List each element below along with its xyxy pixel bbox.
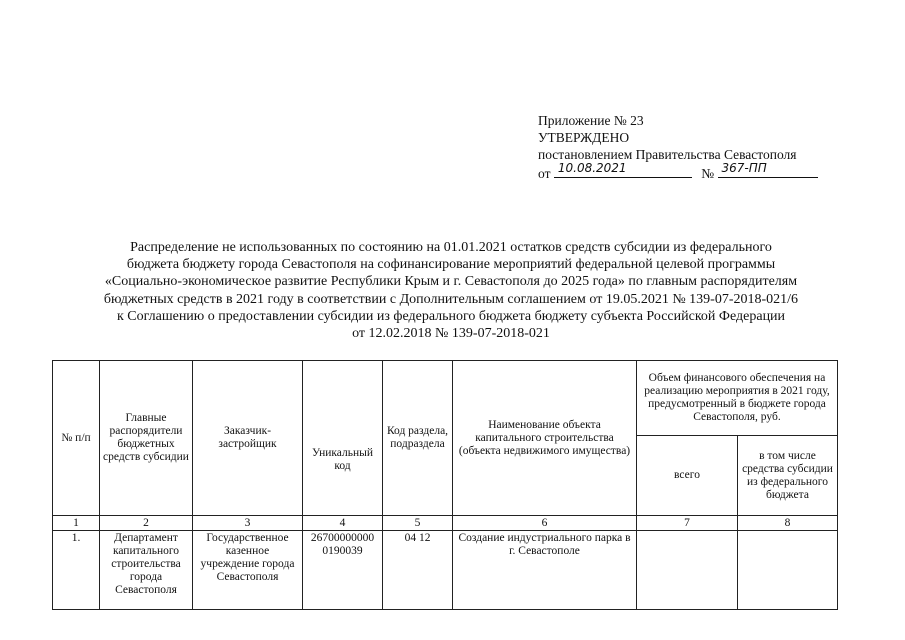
from-label: от	[538, 166, 551, 181]
header-customer: Заказчик-застройщик	[193, 361, 303, 516]
header-unique-code: Уникальный код	[303, 361, 383, 516]
row-manager: Департамент капитального строительства города Севастополя	[100, 531, 193, 610]
header-num: № п/п	[53, 361, 100, 516]
distribution-table	[52, 360, 838, 610]
appendix-label: Приложение № 23	[538, 113, 644, 128]
column-number: 2	[100, 516, 193, 531]
heading-line: к Соглашению о предоставлении субсидии из федерального бюджета бюджету субъекта Российской Федерации	[116, 308, 786, 324]
row-customer: Государственное казенное учреждение города Севастополя	[193, 531, 303, 610]
column-number: 1	[53, 516, 100, 531]
heading-line: бюджетных средств в 2021 году в соответствии с Дополнительным соглашением от 19.05.2021 № 139-07-2018-021/6	[103, 291, 799, 307]
column-numbers-row	[53, 516, 838, 531]
handwritten-date: 10.08.2021	[557, 161, 627, 175]
column-number: 6	[453, 516, 637, 531]
header-object-name: Наименование объекта капитального строительства (объекта недвижимого имущества)	[453, 361, 637, 516]
row-unique-code: 26700000000 0190039	[303, 531, 383, 610]
header-row	[53, 361, 838, 436]
table-row	[53, 531, 838, 610]
approved-label: УТВЕРЖДЕНО	[538, 130, 630, 145]
number-label: №	[701, 166, 715, 181]
resolution-label: постановлением Правительства Севастополя	[538, 147, 797, 162]
column-number: 4	[303, 516, 383, 531]
handwritten-number: 367-ПП	[721, 161, 767, 175]
row-federal-part	[738, 531, 838, 610]
approval-block	[538, 112, 838, 182]
heading-line: бюджета бюджету города Севастополя на софинансирование мероприятий федеральной целевой программы	[126, 257, 776, 273]
column-number: 3	[193, 516, 303, 531]
header-managers: Главные распорядители бюджетных средств субсидии	[100, 361, 193, 516]
date-field	[554, 163, 692, 178]
header-federal-part: в том числе средства субсидии из федерального бюджета	[738, 436, 838, 516]
document-heading	[60, 239, 842, 342]
heading-line: от 12.02.2018 № 139-07-2018-021	[352, 326, 550, 342]
header-section-code: Код раздела, подраздела	[383, 361, 453, 516]
column-number: 7	[637, 516, 738, 531]
row-section-code: 04 12	[383, 531, 453, 610]
heading-line: «Социально-экономическое развитие Республики Крым и г. Севастополя до 2025 года» по главным распорядителям	[104, 274, 798, 290]
heading-line: Распределение не использованных по состоянию на 01.01.2021 остатков средств субсидии из федерального	[130, 240, 772, 255]
row-num: 1.	[53, 531, 100, 610]
column-number: 5	[383, 516, 453, 531]
column-number: 8	[738, 516, 838, 531]
number-field	[718, 163, 818, 178]
header-funding-group: Объем финансового обеспечения на реализацию мероприятия в 2021 году, предусмотренный в бюджете города Севастополя, руб.	[637, 361, 838, 436]
row-total	[637, 531, 738, 610]
row-object-name: Создание индустриального парка в г. Севастополе	[453, 531, 637, 610]
header-total: всего	[637, 436, 738, 516]
date-number-line	[538, 163, 838, 182]
